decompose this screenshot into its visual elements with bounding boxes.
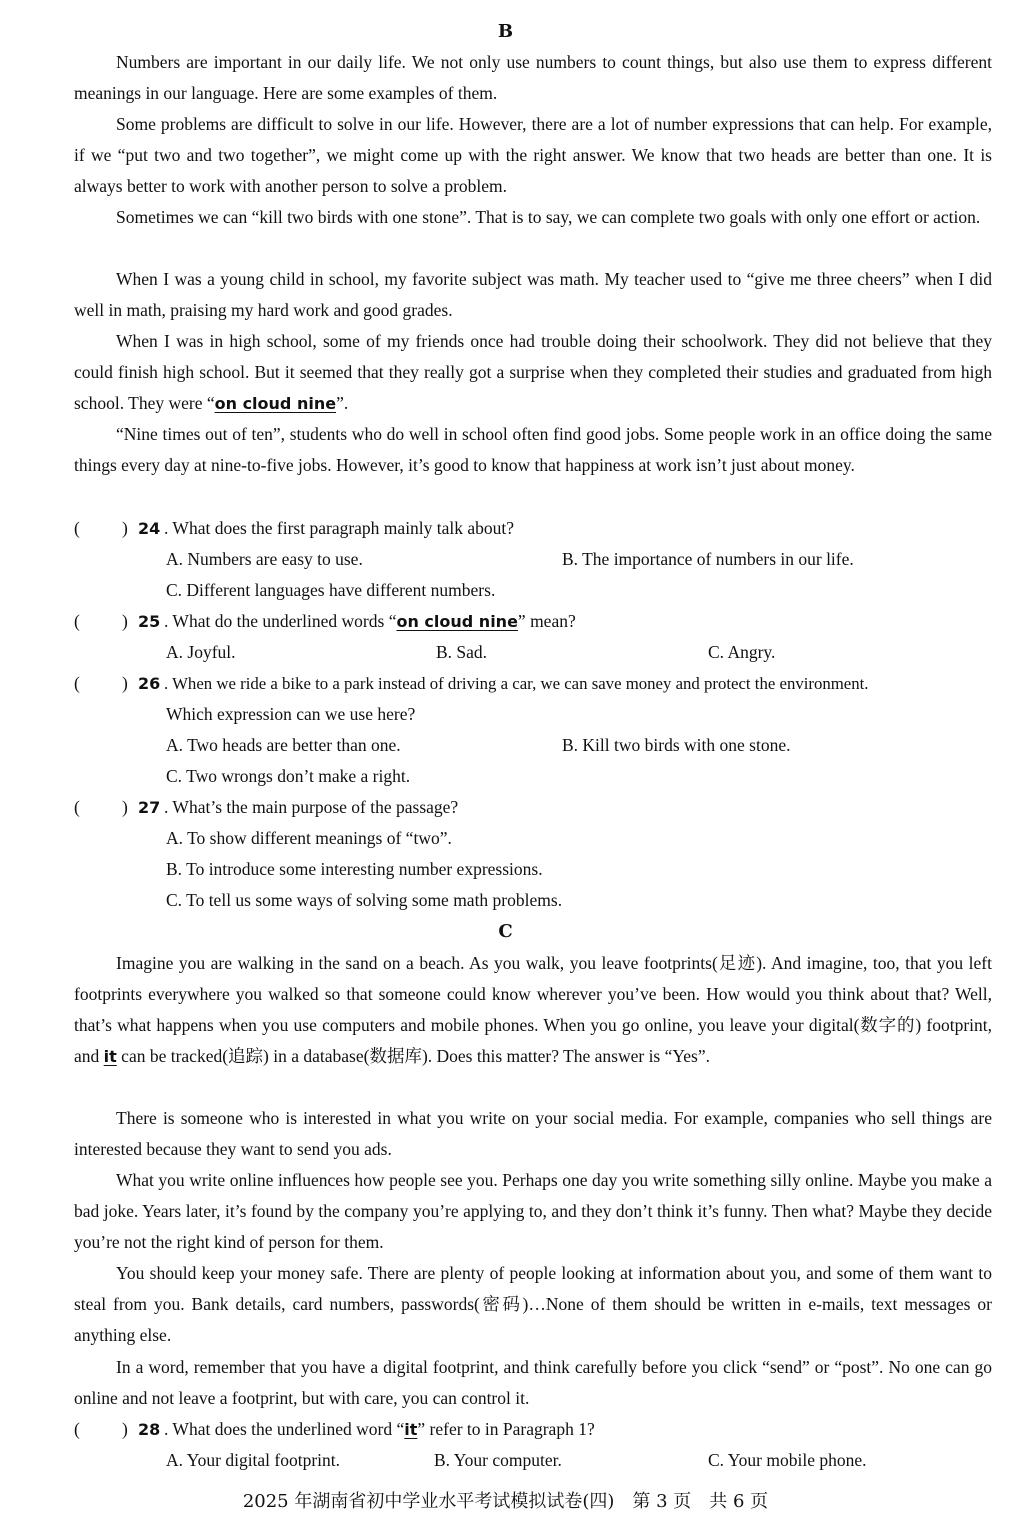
underlined-word: it [103,1047,117,1066]
option-a: A. Your digital footprint. [166,1450,341,1470]
option-a: A. To show different meanings of “two”. [166,828,452,848]
page-footer: 2025 年湖南省初中学业水平考试模拟试卷(四) 第 3 页 共 6 页 [242,1491,769,1512]
answer-blank-open[interactable]: ( [74,797,80,817]
c-paragraph-3-text: What you write online influences how people see you. Perhaps one day you write something silly online. Maybe you make a bad joke. Years later, it’s found by the company you’re applying to, and they don’t think it’s funny. Then what? Maybe they decide you’re not the right kind of person for them. [74,1170,992,1252]
b-paragraph-5 [74,326,992,419]
c-paragraph-3 [74,1165,992,1258]
b-paragraph-3-text: Sometimes we can “kill two birds with one stone”. That is to say, we can complete two goals with only one effort or action. [116,207,981,227]
b-paragraph-2 [74,109,992,202]
c-paragraph-1 [74,948,992,1072]
underlined-word: it [404,1420,418,1439]
answer-blank-open[interactable]: ( [74,1419,80,1439]
c-paragraph-2-text: There is someone who is interested in what you write on your social media. For example, companies who sell things are interested because they want to send you ads. [74,1108,992,1159]
c-paragraph-5-text: In a word, remember that you have a digital footprint, and think carefully before you click “send” or “post”. No one can go online and not leave a footprint, but with care, you can control it. [74,1357,992,1408]
b-paragraph-6-text: “Nine times out of ten”, students who do well in school often find good jobs. Some people work in an office doing the same things every day at nine-to-five jobs. However, it’s good to know that happiness at work isn’t just about money. [74,424,992,475]
b-paragraph-3 [74,202,992,233]
question-stem [164,1414,994,1445]
option-a: A. Two heads are better than one. [166,735,401,755]
question-number: 24 [138,519,161,538]
c-paragraph-4-text: You should keep your money safe. There are plenty of people looking at information about you, and some of them want to steal from you. Bank details, card numbers, passwords(密码)…None of them should be written in e-mails, text messages or anything else. [74,1263,992,1345]
b-paragraph-4 [74,264,992,326]
answer-blank-close: ) [122,518,128,538]
question-stem-after: ” mean? [517,611,576,631]
option-c: C. To tell us some ways of solving some math problems. [166,890,563,910]
question-stem-before: . What does the underlined word “ [164,1419,405,1439]
question-stem [164,606,994,637]
question-number: 25 [138,612,161,631]
c-paragraph-2 [74,1103,992,1165]
c-paragraph-5 [74,1352,992,1414]
option-c: C. Angry. [708,642,776,662]
question-stem: . What’s the main purpose of the passage? [164,797,459,817]
underlined-phrase: on cloud nine [214,394,337,413]
answer-blank-close: ) [122,611,128,631]
question-number: 26 [138,674,161,693]
underlined-phrase: on cloud nine [396,612,518,631]
answer-blank-close: ) [122,1419,128,1439]
option-b: B. The importance of numbers in our life. [562,549,854,569]
question-stem-line2: Which expression can we use here? [166,704,416,724]
option-b: B. Your computer. [434,1450,562,1470]
option-c: C. Your mobile phone. [708,1450,867,1470]
b-paragraph-1 [74,47,992,109]
option-c: C. Two wrongs don’t make a right. [166,766,411,786]
c-paragraph-4 [74,1258,992,1351]
option-b: B. Kill two birds with one stone. [562,735,791,755]
question-number: 28 [138,1420,161,1439]
question-stem: . When we ride a bike to a park instead of driving a car, we can save money and protect the environment. [164,674,869,693]
option-c: C. Different languages have different numbers. [166,580,496,600]
b-paragraph-1-text: Numbers are important in our daily life. We not only use numbers to count things, but also use them to express different meanings in our language. Here are some examples of them. [74,52,992,103]
b-paragraph-5-text: When I was in high school, some of my friends once had trouble doing their schoolwork. They did not believe that they could finish high school. But it seemed that they really got a surprise when they completed their studies and graduated from high school. They were “ [74,331,992,413]
c-paragraph-1-end: can be tracked(追踪) in a database(数据库). Does this matter? The answer is “Yes”. [116,1046,710,1066]
question-number: 27 [138,798,161,817]
answer-blank-close: ) [122,797,128,817]
option-b: B. Sad. [436,642,488,662]
answer-blank-open[interactable]: ( [74,611,80,631]
question-stem: . What does the first paragraph mainly talk about? [164,518,515,538]
answer-blank-close: ) [122,673,128,693]
b-paragraph-5-end: ”. [336,393,349,413]
answer-blank-open[interactable]: ( [74,673,80,693]
b-paragraph-6 [74,419,992,481]
b-paragraph-4-text: When I was a young child in school, my favorite subject was math. My teacher used to “give me three cheers” when I did well in math, praising my hard work and good grades. [74,269,992,320]
b-paragraph-2-text: Some problems are difficult to solve in our life. However, there are a lot of number expressions that can help. For example, if we “put two and two together”, we might come up with the right answer. We know that two heads are better than one. It is always better to work with another person to solve a problem. [74,114,992,196]
option-b: B. To introduce some interesting number expressions. [166,859,543,879]
option-a: A. Numbers are easy to use. [166,549,363,569]
question-stem-after: ” refer to in Paragraph 1? [417,1419,595,1439]
section-c-title: C [498,921,513,942]
answer-blank-open[interactable]: ( [74,518,80,538]
option-a: A. Joyful. [166,642,236,662]
question-stem-before: . What do the underlined words “ [164,611,397,631]
c-paragraph-1-text: Imagine you are walking in the sand on a beach. As you walk, you leave footprints(足迹). And imagine, too, that you left footprints everywhere you walked so that someone could know wherever you’ve been. How would you think about that? Well, that’s what happens when you use computers and mobile phones. When you go online, you leave your digital(数字的) footprint, and [74,953,992,1066]
section-b-title: B [497,21,514,42]
